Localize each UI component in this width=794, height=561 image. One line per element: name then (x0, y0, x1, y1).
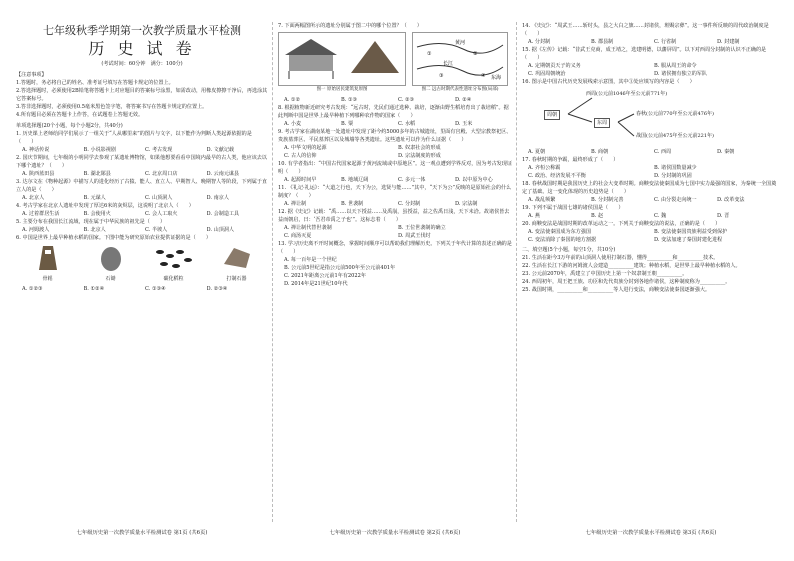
options (278, 120, 512, 128)
page-footer: 七年级历史第一次教学质量水平检测试卷 第3页 (共6页) (585, 530, 717, 536)
map-image (412, 32, 508, 86)
option[interactable]: B. 变法使秦国贵族利益受到保护 (654, 229, 728, 235)
bone-spade-image (33, 244, 63, 272)
option[interactable]: B. 王位世袭制的确立 (398, 225, 446, 231)
option[interactable]: D. 山顶洞人 (206, 227, 235, 233)
option[interactable]: B. 元谋人 (83, 195, 106, 201)
option[interactable]: A. 河姆渡人 (22, 227, 50, 233)
figure-caption: 碳化稻粒 (163, 276, 184, 282)
option[interactable]: B. 服从周王的命令 (654, 63, 697, 69)
option[interactable]: D. 南京人 (206, 195, 229, 201)
option[interactable]: B. 商朝 (591, 149, 609, 155)
fill-question[interactable]: 24. 西周初年，周王把王族、功臣和先代贵族分封到各地作诸侯，这种制度称为__________。 (522, 279, 731, 285)
fill-question[interactable]: 23. 公元前2070年，禹建立了中国历史上第一个奴隶制王朝__________。 (522, 271, 688, 277)
figure-2 (412, 32, 508, 94)
timeline-node: 春秋(公元前770年至公元前476年) (636, 111, 714, 117)
figure-1 (278, 32, 406, 94)
option[interactable]: B. 分封制完善 (591, 197, 624, 203)
map-label: 长江 (443, 61, 454, 67)
option[interactable]: A. 战乱频繁 (528, 197, 556, 203)
option[interactable]: C. 山顶洞人 (145, 195, 173, 201)
question-7: 7. 下面两幅图所示的遗址分别属于图二中的哪个位置？（ ） (278, 23, 423, 29)
option[interactable]: C. 变法消除了秦国的地方割据 (528, 237, 597, 243)
figure-caption: 骨耜 (42, 276, 53, 282)
option[interactable]: C. ②③ (398, 97, 415, 103)
options (16, 170, 268, 178)
question-8: 8. 根据植物新近研究考古发现：“远古时，先民们通过选种、栽培，逐渐由野生稻培育出了栽培稻”。据此判断中国是世界上最早种植下列哪种农作物的国家（ ） (278, 105, 509, 119)
option[interactable]: C. 多元一体 (398, 177, 426, 183)
option[interactable]: C. 古人的信仰 (284, 153, 317, 159)
question-10: 10. 有学者指出：“中国古代国家起源于黄河流域或中原地区”。这一观点遭到学界反对，因为考古发现证明（ ） (278, 161, 512, 175)
map-label: 黄河 (455, 40, 466, 46)
option[interactable]: D. 周武王伐纣 (398, 233, 431, 239)
option[interactable]: A. 齐桓公称霸 (528, 165, 561, 171)
option[interactable]: A. 神话传说 (22, 147, 50, 153)
option[interactable]: C. 水稻 (398, 121, 416, 127)
options (522, 196, 780, 204)
option[interactable]: C. 行省制 (654, 39, 677, 45)
column-3 (522, 22, 780, 522)
options (16, 285, 268, 293)
options (16, 226, 268, 234)
options (522, 164, 780, 180)
option[interactable]: A. 过着群居生活 (22, 211, 60, 217)
option[interactable]: A. 燕 (528, 213, 541, 219)
option[interactable]: A. 定期朝贡天子的义务 (528, 63, 581, 69)
note-item: 4.所有题目必须在答题卡上作答，在试题卷上答题无效。 (16, 112, 144, 118)
option[interactable]: D. ②③④ (206, 286, 228, 292)
option[interactable]: D. 2014年是21世纪10年代 (284, 281, 348, 287)
artifact-figure (211, 244, 263, 283)
option[interactable]: C. 魏 (654, 213, 667, 219)
options (522, 228, 780, 244)
option[interactable]: D. 分封制的巩固 (654, 173, 692, 179)
page-footer: 七年级历史第一次教学质量水平检测试卷 第2页 (共6页) (329, 530, 461, 536)
option[interactable]: D. 变法加速了秦国封建化进程 (654, 237, 723, 243)
question-4: 4. 考古学家在北京人遗址中发现了厚达6米的灰烬层，这说明了北京人（ ） (16, 203, 194, 209)
options (522, 62, 780, 78)
option[interactable]: C. 会人工取火 (145, 211, 178, 217)
option[interactable]: C. 考古发现 (145, 147, 173, 153)
svg-text:①: ① (427, 51, 432, 57)
figure-7 (278, 32, 512, 94)
options (278, 256, 512, 288)
option[interactable]: A. 小麦 (284, 121, 302, 127)
options (278, 144, 512, 160)
notes-title: 【注意事项】 (16, 72, 47, 78)
artifact-figure (85, 244, 137, 283)
column-2 (278, 22, 512, 522)
timeline-diagram (522, 88, 780, 146)
question-15: 15. 据《左传》记载：“昔武王克商，成王靖之，选建明德，以藩屏周”。以下对西周分封制的认识不正确的是（ ） (522, 47, 767, 61)
option[interactable]: D. 宗法制 (455, 201, 478, 207)
option[interactable]: D. 云南元谋县 (206, 171, 240, 177)
option[interactable]: C. 北京周口店 (145, 171, 178, 177)
svg-text:③: ③ (439, 73, 444, 79)
option[interactable]: B. 诸侯国数量减少 (654, 165, 697, 171)
fill-question[interactable]: 25. 战国时期，__________和__________等人进行变法，商鞅变法使秦国逐渐强大。 (522, 287, 711, 293)
svg-text:②: ② (473, 51, 478, 57)
options (16, 194, 268, 202)
subject-title: 历 史 试 卷 (88, 39, 196, 58)
figure-caption: 图一 原始居民建筑复原图 (316, 87, 368, 92)
option[interactable]: B. 会使用火 (83, 211, 111, 217)
page-footer: 七年级历史第一次教学质量水平检测试卷 第1页 (共6页) (76, 530, 208, 536)
fill-question[interactable]: 22. 生活在长江下游的河姆渡人会建造__________建筑；种植水稻，是世界上最早种植水稻的人。 (522, 263, 741, 269)
exam-title: 七年级秋季学期第一次教学质量水平检测 (43, 24, 241, 37)
question-17: 17. 春秋时期的争霸，最终形成了（ ） (522, 157, 619, 163)
option[interactable]: A. 禅让制 (284, 201, 307, 207)
option[interactable]: A. 夏朝 (528, 149, 546, 155)
option[interactable]: A. 北京人 (22, 195, 45, 201)
carbonized-rice-image (152, 244, 196, 272)
figure-caption: 图二 远古时期代表性遗址分布图(局部) (421, 87, 499, 92)
question-5: 5. 主要分布在我国长江流域，现在属于中华民族的祖先是（ ） (16, 219, 166, 225)
question-2: 2. 国庆节期间，七年级的小明同学去参观了某遗址博物馆，如果他想要看看中国境内最早的古人类，他应该去以下哪个遗址？（ ） (16, 155, 267, 169)
options (522, 212, 780, 220)
question-14: 14. 《史记》：“周武王……斩纣头，县之大白之旗……封诸侯，班赐宗彝”。这一事件所反映的周代政治制度是（ ） (522, 23, 769, 37)
option[interactable]: A. ①②③ (22, 286, 43, 292)
question-18: 18. 春秋战国时期是我国历史上的社会大变革时期。商鞅变法使秦国成为七国中实力最强的国家，为秦统一全国奠定了基础。这一变化体现的历史趋势是（ ） (522, 181, 777, 195)
note-item: 2.答选择题时，必须使用2B铅笔将答题卡上对应题目的答案标号涂黑，如需改动，用橡皮擦擦干净后，再选涂其它答案标号。 (16, 88, 268, 102)
question-9: 9. 考古学家在湖南某地一处遗址中发现了距今约5000多年的古城遗址，里面有宫殿、大型宗教祭祀区、贵族墓葬区、平民墓葬区以及城墙等各类遗址。这些遗址可以作为什么证据（ ） (278, 129, 512, 143)
option[interactable]: B. 郡县制 (591, 39, 614, 45)
question-20: 20. 商鞅变法是战国时期的改革运动之一。下列关于商鞅变法的说法，正确的是（ ） (522, 221, 721, 227)
building-image (278, 32, 406, 86)
artifact-figure (148, 244, 200, 283)
option[interactable]: D. 文献记载 (206, 147, 235, 153)
map-label: 东海 (491, 75, 502, 81)
exam-info: (考试时间：60分钟 满分：100分) (101, 61, 183, 67)
option[interactable]: D. 宗法制度的形成 (398, 153, 441, 159)
options (522, 148, 780, 156)
option[interactable]: D. 以中原为中心 (455, 177, 493, 183)
option[interactable]: D. ②④ (455, 97, 472, 103)
note-item: 3.答非选择题时，必须使用0.5毫米黑色签字笔，将答案书写在答题卡规定的位置上。 (16, 104, 208, 110)
option[interactable]: C. 分封制 (398, 201, 421, 207)
option[interactable]: C. 商汤灭夏 (284, 233, 312, 239)
option[interactable]: D. 晋 (717, 213, 730, 219)
option[interactable]: C. 政治、经济发展不平衡 (528, 173, 586, 179)
option[interactable]: A. 陕西蓝田县 (22, 171, 55, 177)
option[interactable]: A. ①② (284, 97, 301, 103)
section-heading: 单项选择题(20个小题，每个小题2分，共40分) (16, 123, 123, 129)
option[interactable]: C. 巩固周朝统治 (528, 71, 566, 77)
artifact-figure (22, 244, 74, 283)
option[interactable]: B. 小说影视剧 (83, 147, 116, 153)
options (278, 224, 512, 240)
option[interactable]: B. 奴隶社会的形成 (398, 145, 441, 151)
question-12: 12. 据《史记》记载：“禹……以天下授益……及禹崩，虽授益，益之佐禹日浅，天下未洽。故诸侯皆去益而朝启，曰：‘吾君帝禹之子也’”。这标志着（ ） (278, 209, 510, 223)
artifact-images (16, 244, 268, 283)
column-divider (516, 22, 517, 522)
option[interactable]: B. 赵 (591, 213, 604, 219)
timeline-node: 东周 (594, 118, 610, 128)
options (16, 146, 268, 154)
options (278, 96, 512, 104)
timeline-node: 战国(公元前475年至公元前221年) (636, 133, 714, 139)
fill-question[interactable]: 21. 生活在距今3万年前的山顶洞人使用打制石器，懂得__________和__________技术。 (522, 255, 719, 261)
option[interactable]: D. 秦朝 (717, 149, 735, 155)
option[interactable]: C. 2021年距离公元前1年有2022年 (284, 273, 366, 279)
option[interactable]: A. 起源时间早 (284, 177, 317, 183)
question-13: 13. 学习历史离不开时间概念，掌握时间顺序可以帮助我们理解历史。下列关于年代计算的表述正确的是（ ） (278, 241, 512, 255)
option[interactable]: B. ①③ (341, 97, 358, 103)
options (278, 176, 512, 184)
option[interactable]: A. 每一百年是一个世纪 (284, 257, 337, 263)
stone-hoe-image (96, 244, 126, 272)
option[interactable]: A. 禅让制代替世袭制 (284, 225, 332, 231)
question-3: 3. 达尔文在《物种起源》中描写人的进化经历了古猿、能人、直立人、早期智人、晚期智人等阶段，下列属于直立人的是（ ） (16, 179, 267, 193)
figure-caption: 石锄 (105, 276, 116, 282)
chipped-stone-tool-image (220, 244, 254, 272)
options (278, 200, 512, 208)
option[interactable]: B. 公元前5世纪是指公元前500年至公元前401年 (284, 265, 396, 271)
option[interactable]: B. ①②④ (83, 286, 105, 292)
option[interactable]: D. 玉米 (455, 121, 473, 127)
option[interactable]: A. 变法使秦国成为东方强国 (528, 229, 591, 235)
question-6: 6. 中国是世界上最早种植水稻的国家。下图中能为研究原始农业提供证据的是（ ） (16, 235, 211, 241)
option[interactable]: D. 会制造工具 (206, 211, 240, 217)
option[interactable]: B. 粟 (341, 121, 354, 127)
question-16: 16. 图示是中国古代历史发展线索示意图，其中③处应填写的内容是（ ） (522, 79, 695, 85)
column-divider (272, 22, 273, 522)
option[interactable]: D. 封建制 (717, 39, 740, 45)
option[interactable]: C. ①③④ (145, 286, 166, 292)
option[interactable]: B. 世袭制 (341, 201, 364, 207)
option[interactable]: B. 北京人 (83, 227, 106, 233)
question-11: 11. 《礼记·礼运》：“大道之行也，天下为公，选贤与能……”其中，“天下为公”反映的是原始社会的什么制度？（ ） (278, 185, 512, 199)
option[interactable]: D. 诸侯拥有独立的军队 (654, 71, 707, 77)
question-1: 1. 历史课上老师给同学们展示了一组关于“人从哪里来”的图片与文字，以下能作为判断人类起源依据的是（ ） (16, 131, 252, 145)
timeline-node: 西周(公元前1046年至公元前771年) (586, 91, 668, 97)
option[interactable]: C. 半坡人 (145, 227, 168, 233)
svg-text:④: ④ (481, 73, 486, 79)
section-heading: 二、填空题(5个小题，每空1分，共10分) (522, 247, 616, 253)
column-1 (16, 22, 268, 522)
timeline-node: 周朝 (544, 110, 560, 120)
option[interactable]: A. 分封制 (528, 39, 551, 45)
options (16, 210, 268, 218)
question-19: 19. 下列不属于战国七雄的诸侯国是（ ） (522, 205, 624, 211)
option[interactable]: A. 中华文明的起源 (284, 145, 327, 151)
option[interactable]: B. 地域辽阔 (341, 177, 369, 183)
option[interactable]: D. 改革变法 (717, 197, 745, 203)
note-item: 1.答题时，务必将自己的姓名、准考证号填写在答题卡规定的位置上。 (16, 80, 174, 86)
option[interactable]: B. 湖北郧县 (83, 171, 111, 177)
option[interactable]: C. 西周 (654, 149, 672, 155)
option[interactable]: C. 由分裂走向统一 (654, 197, 697, 203)
options (522, 38, 780, 46)
figure-caption: 打制石器 (226, 276, 247, 282)
